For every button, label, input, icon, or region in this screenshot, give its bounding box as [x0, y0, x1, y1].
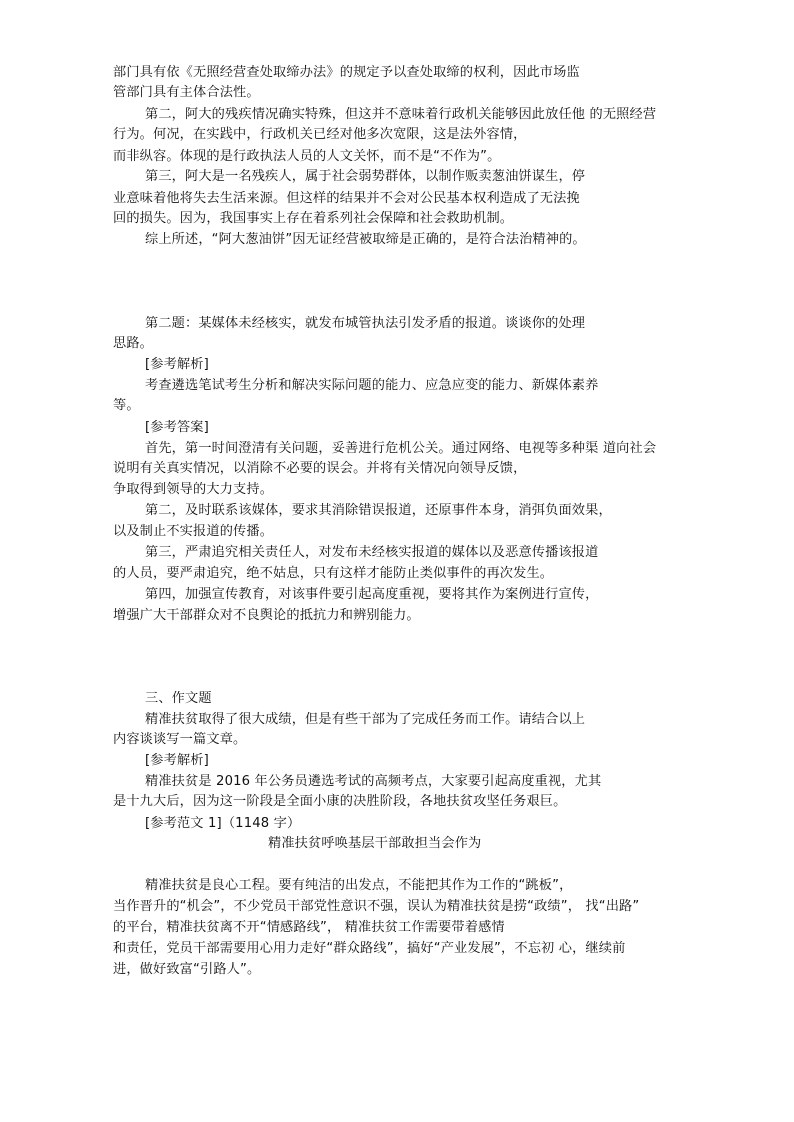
text-line: 是十九大后，因为这一阶段是全面小康的决胜阶段，各地扶贫攻坚任务艰巨。 [113, 794, 567, 809]
section-heading: 三、作文题 [145, 691, 212, 706]
text-line: 的平台，精准扶贫离不开“情感路线”， 精准扶贫工作需要带着感情 [113, 920, 505, 935]
text-line: 第四，加强宣传教育，对该事件要引起高度重视，要将其作为案例进行宣传， [145, 587, 599, 602]
text-line: 第三，阿大是一名残疾人，属于社会弱势群体，以制作贩卖葱油饼谋生，停 [145, 169, 586, 184]
text-line: 和责任，党员干部需要用心用力走好“群众路线”，搞好“产业发展”，不忘初 心，继续前 [113, 941, 626, 956]
text-line: 当作晋升的“机会”，不少党员干部党性意识不强，误认为精准扶贫是捞“政绩”， 找“出路” [113, 899, 640, 914]
text-line: 综上所述，“阿大葱油饼”因无证经营被取缔是正确的，是符合法治精神的。 [145, 232, 586, 247]
text-line: 的人员，要严肃追究，绝不姑息，只有这样才能防止类似事件的再次发生。 [113, 566, 554, 581]
text-line: 精准扶贫取得了很大成绩，但是有些干部为了完成任务而工作。请结合以上 [145, 712, 586, 727]
text-line: 第二，阿大的残疾情况确实特殊，但这并不意味着行政机关能够因此放任他 的无照经营 [145, 107, 657, 122]
text-line: 行为。何况，在实践中，行政机关已经对他多次宽限，这是法外容情， [113, 127, 527, 142]
text-line: 第三，严肃追究相关责任人，对发布未经核实报道的媒体以及恶意传播该报道 [145, 545, 599, 560]
text-line: 部门具有依《无照经营查处取缔办法》的规定予以查处取缔的权利，因此市场监 [113, 65, 580, 80]
text-line: 等。 [113, 398, 140, 413]
text-line: 精准扶贫是 2016 年公务员遴选考试的高频考点，大家要引起高度重视，尤其 [145, 774, 602, 789]
text-line: 进，做好致富“引路人”。 [113, 962, 261, 977]
text-line: 首先，第一时间澄清有关问题，妥善进行危机公关。通过网络、电视等多种渠 道向社会 [145, 441, 657, 456]
text-line: 而非纵容。体现的是行政执法人员的人文关怀，而不是“不作为”。 [113, 149, 501, 164]
question-heading: 第二题：某媒体未经核实，就发布城管执法引发矛盾的报道。谈谈你的处理 [145, 316, 586, 331]
text-line: 精准扶贫是良心工程。要有纯洁的出发点，不能把其作为工作的“跳板”， [145, 878, 573, 893]
text-line: 以及制止不实报道的传播。 [113, 524, 274, 539]
text-line: 第二，及时联系该媒体，要求其消除错误报道，还原事件本身，消弭负面效果， [145, 503, 612, 518]
section-label: [参考解析] [145, 357, 209, 372]
text-line: 增强广大干部群众对不良舆论的抵抗力和辨别能力。 [113, 608, 420, 623]
section-label: [参考范文 1]（1148 字） [145, 816, 301, 831]
section-label: [参考答案] [145, 420, 209, 435]
text-line: 内容谈谈写一篇文章。 [113, 732, 247, 747]
section-label: [参考解析] [145, 753, 209, 768]
text-line: 思路。 [113, 336, 154, 351]
text-line: 考查遴选笔试考生分析和解决实际问题的能力、应急应变的能力、新媒体素养 [145, 378, 599, 393]
essay-title: 精准扶贫呼唤基层干部敢担当会作为 [268, 836, 482, 851]
text-line: 管部门具有主体合法性。 [113, 85, 260, 100]
text-line: 业意味着他将失去生活来源。但这样的结果并不会对公民基本权利造成了无法挽 [113, 191, 580, 206]
text-line: 争取得到领导的大力支持。 [113, 482, 274, 497]
text-line: 回的损失。因为，我国事实上存在着系列社会保障和社会救助机制。 [113, 211, 514, 226]
text-line: 说明有关真实情况，以消除不必要的误会。并将有关情况向领导反馈， [113, 461, 527, 476]
